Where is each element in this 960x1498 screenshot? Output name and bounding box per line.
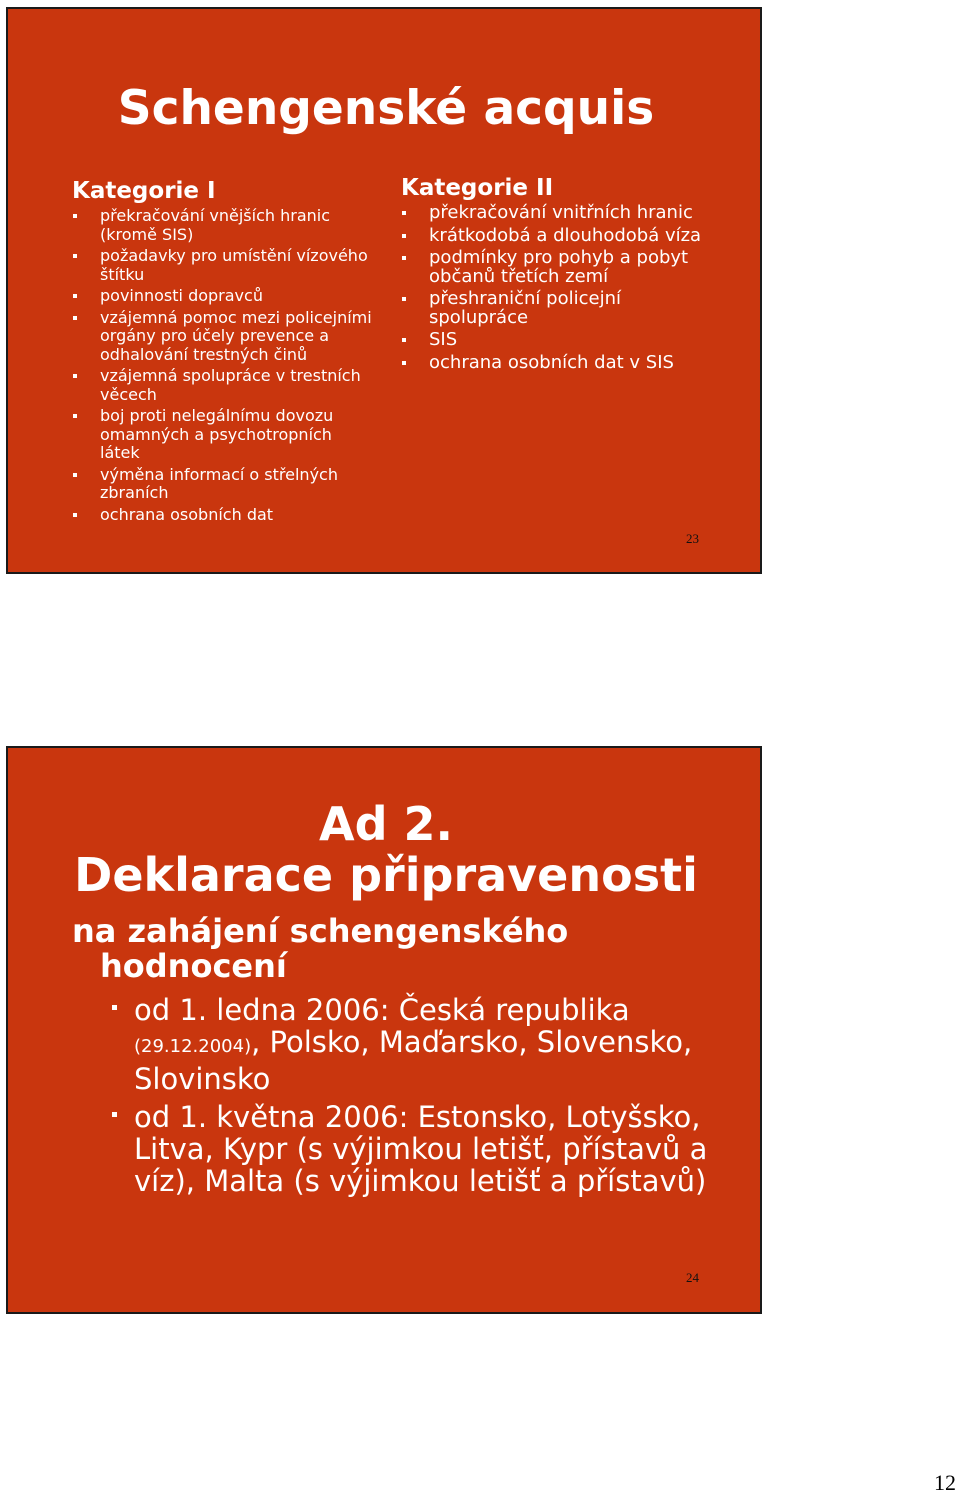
category-1-column (72, 177, 372, 527)
list-item: vzájemná spolupráce v trestních věcech (100, 367, 372, 404)
list-item: povinnosti dopravců (100, 287, 372, 306)
category-2-heading: Kategorie II (401, 175, 554, 201)
bullet-icon (402, 211, 406, 215)
list-item: krátkodobá a dlouhodobá víza (429, 227, 721, 246)
list-item: přeshraniční policejní spolupráce (429, 290, 721, 327)
slide-24 (6, 746, 762, 1314)
list-item: ochrana osobních dat v SIS (429, 354, 721, 373)
bullet-icon (73, 214, 77, 218)
category-2-list (429, 204, 721, 372)
list-item: vzájemná pomoc mezi policejními orgány pro účely prevence a odhalování trestných činů (100, 309, 372, 365)
bullet-icon (112, 1005, 117, 1010)
list-item: SIS (429, 331, 721, 350)
bullet-icon (73, 316, 77, 320)
bullet-icon (73, 414, 77, 418)
bullet-icon (402, 338, 406, 342)
slide-title-line-1: Ad 2. (318, 797, 454, 851)
slide-title: Schengenské acquis (117, 81, 655, 136)
slide-23 (6, 7, 762, 574)
list-item: překračování vnějších hranic (kromě SIS) (100, 207, 372, 244)
category-1-list (100, 207, 372, 524)
slide-subtitle: na zahájení schengenského hodnocení (72, 912, 569, 985)
bullet-icon (73, 294, 77, 298)
bullet-icon (73, 473, 77, 477)
bullet-icon (402, 361, 406, 365)
list-item: podmínky pro pohyb a pobyt občanů třetích zemí (429, 249, 721, 286)
slide-page-number: 24 (686, 1270, 699, 1285)
category-2-column (401, 174, 721, 376)
bullet-icon (402, 297, 406, 301)
list-item: od 1. ledna 2006: Česká republika (29.12.2004), Polsko, Maďarsko, Slovensko, Slovinsko (134, 994, 744, 1095)
category-1-heading: Kategorie I (72, 178, 216, 204)
list-item: od 1. května 2006: Estonsko, Lotyšsko, Litva, Kypr (s výjimkou letišť, přístavů a víz), Malta (s výjimkou letišť a přístavů) (134, 1101, 744, 1197)
list-item: boj proti nelegálnímu dovozu omamných a psychotropních látek (100, 407, 372, 463)
bullet-icon (73, 254, 77, 258)
list-item: požadavky pro umístění vízového štítku (100, 247, 372, 284)
declaration-list (134, 994, 744, 1203)
bullet-icon (112, 1112, 117, 1117)
bullet-icon (402, 256, 406, 260)
slide-page-number: 23 (686, 531, 699, 546)
bullet-icon (73, 513, 77, 517)
slide-title-line-2: Deklarace připravenosti (74, 848, 698, 902)
list-item: překračování vnitřních hranic (429, 204, 721, 223)
list-item: výměna informací o střelných zbraních (100, 466, 372, 503)
list-item: ochrana osobních dat (100, 506, 372, 525)
bullet-icon (73, 374, 77, 378)
bullet-icon (402, 234, 406, 238)
document-page-number: 12 (934, 1470, 956, 1495)
